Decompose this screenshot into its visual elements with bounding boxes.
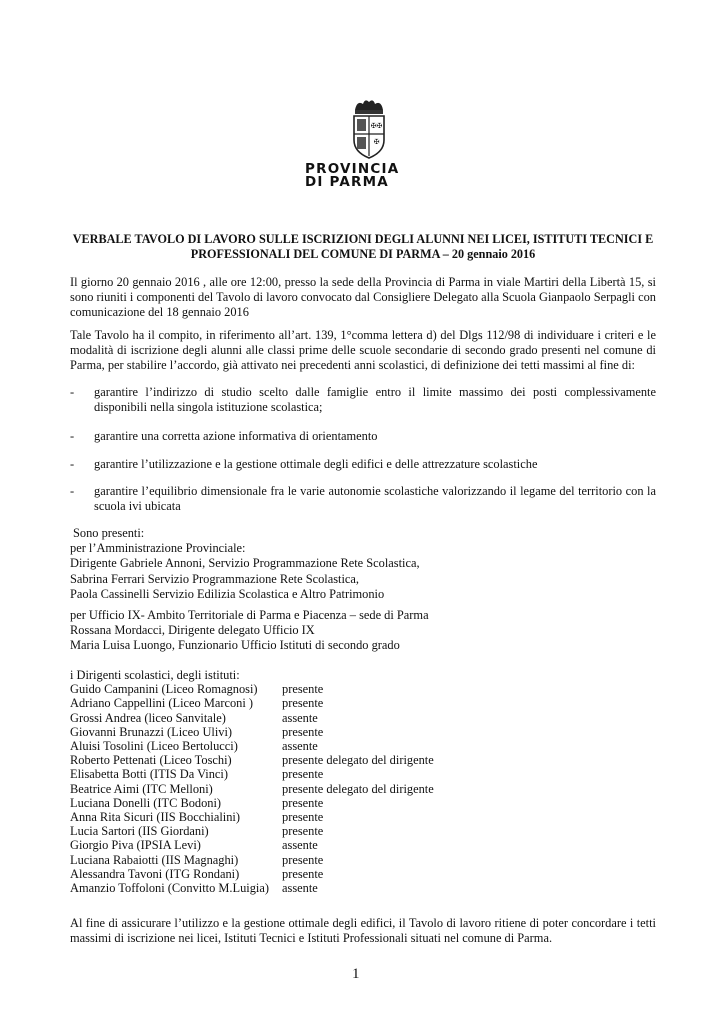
attendance-status: presente [282,696,324,711]
attendance-row [70,838,434,852]
bullet-text: garantire una corretta azione informativa di orientamento [94,429,378,443]
dirigenti-list [70,668,434,895]
svg-text:✠: ✠ [373,138,380,146]
attendance-status: assente [282,710,318,725]
attendee-name: Alessandra Tavoni (ITG Rondani) [70,866,240,881]
bullet-item: - garantire l’utilizzazione e la gestione ottimale degli edifici e delle attrezzature scolastiche [70,457,656,472]
attendance-status: presente [282,767,324,782]
attendance-status: presente [282,682,324,697]
attendee-name: Beatrice Aimi (ITC Melloni) [70,781,213,796]
attendance-row [70,739,434,753]
compito-paragraph: Tale Tavolo ha il compito, in riferimento all’art. 139, 1°comma lettera d) del Dlgs 112/98 di individuare i criteri e le modalità di iscrizione degli alunni alle classi prime delle scuole secondarie di secondo grado presenti nel comune di Parma, per stabilire l’accordo, già attivato nei precedenti anni scolastici, di definizione dei tetti massimi al fine di: [70,328,656,373]
ufficio-block [70,608,429,654]
attendee-name: Giovanni Brunazzi (Liceo Ulivi) [70,724,233,739]
attendee-name: Elisabetta Botti (ITIS Da Vinci) [70,767,229,782]
attendance-status: presente [282,810,324,825]
attendance-row [70,725,434,739]
attendee-name: Roberto Pettenati (Liceo Toschi) [70,753,232,768]
logo-line-2: DI PARMA [305,174,389,190]
attendance-row [70,682,434,696]
attendee-name: Adriano Cappellini (Liceo Marconi ) [70,696,254,711]
attendance-status: assente [282,739,318,754]
attendee-name: Giorgio Piva (IPSIA Levi) [70,838,201,853]
bullet-item: - garantire l’indirizzo di studio scelto dalle famiglie entro il limite massimo dei posti complessivamente disponibili nella singola istituzione scolastica; [70,385,656,415]
ufficio-label: per Ufficio IX- Ambito Territoriale di Parma e Piacenza – sede di Parma [70,608,429,622]
attendee-name: Grossi Andrea (liceo Sanvitale) [70,710,226,725]
bullet-text: garantire l’indirizzo di studio scelto dalle famiglie entro il limite massimo dei posti complessivamente disponibili nella singola istituzione scolastica; [94,385,656,415]
attendance-status: presente delegato del dirigente [282,753,434,768]
amm-member: Sabrina Ferrari Servizio Programmazione Rete Scolastica, [70,571,360,586]
attendee-name: Luciana Donelli (ITC Bodoni) [70,795,222,810]
attendance-status: presente [282,852,324,867]
attendance-row [70,796,434,810]
dirigenti-heading: i Dirigenti scolastici, degli istituti: [70,668,240,682]
intro-paragraph: Il giorno 20 gennaio 2016 , alle ore 12:00, presso la sede della Provincia di Parma in viale Martiri della Libertà 15, si sono riuniti i componenti del Tavolo di lavoro convocato dal Consigliere Delegato alla Scuola Gianpaolo Serpagli con comunicazione del 18 gennaio 2016 [70,275,656,320]
amm-label: per l’Amministrazione Provinciale: [70,541,246,556]
bullet-text: garantire l’equilibrio dimensionale fra le varie autonomie scolastiche valorizzando il legame del territorio con la scuola ivi ubicata [94,484,656,514]
document-title: VERBALE TAVOLO DI LAVORO SULLE ISCRIZIONI DEGLI ALUNNI NEI LICEI, ISTITUTI TECNICI E PROFESSIONALI DEL COMUNE DI PARMA – 20 gennaio 2016 [72,232,654,261]
conclusion-paragraph: Al fine di assicurare l’utilizzo e la gestione ottimale degli edifici, il Tavolo di lavoro ritiene di poter concordare i tetti massimi di iscrizione nei licei, Istituti Tecnici e Istituti Professionali situati nel comune di Parma. [70,916,656,946]
crest-icon [347,96,391,160]
attendance-status: assente [282,881,318,896]
attendance-status: presente [282,795,324,810]
amm-member: Paola Cassinelli Servizio Edilizia Scolastica e Altro Patrimonio [70,586,385,601]
attendance-row [70,824,434,838]
logo-wordmark [305,163,425,189]
attendance-row [70,767,434,781]
attendance-row [70,753,434,767]
attendee-name: Luciana Rabaiotti (IIS Magnaghi) [70,852,239,867]
presenti-block [70,526,420,602]
bullet-item: - garantire l’equilibrio dimensionale fra le varie autonomie scolastiche valorizzando il legame del territorio con la scuola ivi ubicata [70,484,656,514]
attendance-status: presente [282,724,324,739]
bullet-item: - garantire una corretta azione informativa di orientamento [70,429,656,444]
attendance-row [70,810,434,824]
ufficio-member: Rossana Mordacci, Dirigente delegato Ufficio IX [70,623,315,638]
attendance-status: presente delegato del dirigente [282,781,434,796]
attendance-status: assente [282,838,318,853]
page-number: 1 [352,966,360,982]
bullet-text: garantire l’utilizzazione e la gestione ottimale degli edifici e delle attrezzature scolastiche [94,457,538,471]
attendance-row [70,696,434,710]
attendance-status: presente [282,866,324,881]
attendee-name: Guido Campanini (Liceo Romagnosi) [70,682,258,697]
attendee-name: Anna Rita Sicuri (IIS Bocchialini) [70,810,240,825]
attendance-row [70,881,434,895]
attendance-status: presente [282,824,324,839]
attendee-name: Lucia Sartori (IIS Giordani) [70,824,209,839]
attendance-row [70,711,434,725]
provincia-crest-logo [324,96,414,160]
attendee-name: Amanzio Toffoloni (Convitto M.Luigia) [70,881,269,896]
attendance-row [70,853,434,867]
attendance-row [70,867,434,881]
attendance-row [70,782,434,796]
amm-member: Dirigente Gabriele Annoni, Servizio Programmazione Rete Scolastica, [70,556,420,571]
svg-text:✠✠: ✠✠ [370,122,383,130]
logo-line-1: PROVINCIA [305,161,400,177]
attendee-name: Aluisi Tosolini (Liceo Bertolucci) [70,739,238,754]
ufficio-member: Maria Luisa Luongo, Funzionario Ufficio Istituti di secondo grado [70,638,400,653]
presenti-heading: Sono presenti: [73,526,145,540]
